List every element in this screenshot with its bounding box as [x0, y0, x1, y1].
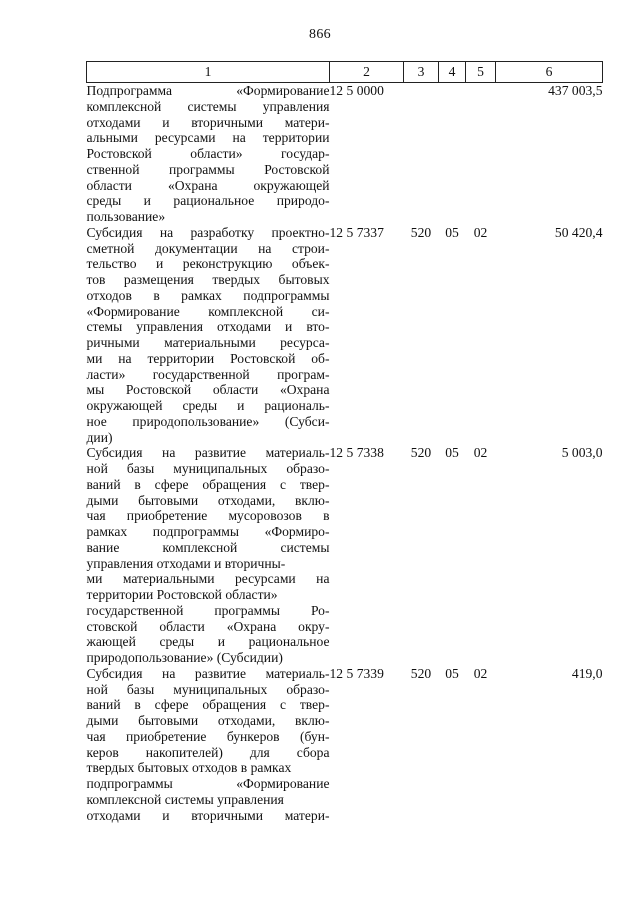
row-code: 12 5 7338 — [329, 445, 384, 461]
text-line: дыми бытовыми отходами, вклю- — [86, 713, 330, 728]
text-line: Субсидия на развитие материаль- — [86, 445, 330, 461]
text-line: ми материальными ресурсами на — [86, 571, 330, 587]
table-row — [87, 666, 603, 824]
text-line: дыми бытовыми отходами, вклю- — [86, 492, 330, 508]
row-code: 12 5 7339 — [329, 665, 384, 681]
text-line: ной базы муниципальных образо- — [86, 461, 330, 476]
table-row — [87, 83, 603, 225]
text-line: тельство и реконструкцию объек- — [86, 256, 330, 272]
text-line: стемы управления отходами и вто- — [86, 319, 330, 335]
text-line: жающей среды и рациональное — [86, 634, 330, 650]
column-header-amount: 6 — [496, 62, 603, 83]
text-line: тов размещения твердых бытовых — [86, 272, 330, 287]
row-vr: 520 — [410, 665, 432, 681]
row-section: 05 — [445, 445, 459, 461]
row-name-cell — [87, 445, 330, 666]
row-name-cell — [87, 83, 330, 225]
text-line: управления отходами и вторичны- — [86, 555, 286, 571]
column-header-vr: 3 — [404, 62, 439, 83]
text-line: Ростовской области» государ- — [86, 146, 330, 161]
column-header-name: 1 — [87, 62, 330, 83]
row-amount: 419,0 — [571, 665, 603, 681]
text-line: пользование» — [86, 209, 166, 224]
text-line: Подпрограмма «Формирование — [86, 83, 330, 98]
text-line: отходов в рамках подпрограммы — [86, 287, 330, 303]
row-subsection — [466, 83, 496, 225]
column-header-section: 4 — [439, 62, 466, 83]
text-line: области «Охрана окружающей — [86, 177, 330, 193]
text-line: территории Ростовской области» — [86, 587, 278, 602]
text-line: Субсидия на развитие материаль- — [86, 665, 330, 681]
text-line: ричными материальными ресурса- — [86, 335, 330, 350]
column-header-subsection: 5 — [466, 62, 496, 83]
page-number: 866 — [309, 27, 331, 42]
text-line: ваний в сфере обращения с твер- — [86, 697, 330, 713]
table-row — [87, 225, 603, 446]
table-header-row — [87, 62, 603, 83]
text-line: керов накопителей) для сбора — [86, 744, 330, 760]
row-section: 05 — [445, 224, 459, 240]
table-row — [87, 445, 603, 666]
text-line: твердых бытовых отходов в рамках — [86, 760, 292, 776]
row-vr — [404, 83, 439, 225]
row-code: 12 5 0000 — [329, 83, 384, 98]
row-amount: 437 003,5 — [548, 83, 603, 98]
row-section: 05 — [445, 665, 459, 681]
text-line: чая приобретение мусоровозов в — [86, 508, 330, 524]
text-line: «Формирование комплексной си- — [86, 303, 330, 319]
text-line: ми на территории Ростовской об- — [86, 350, 330, 366]
row-vr: 520 — [410, 224, 432, 240]
text-line: среды и рациональное природо- — [86, 193, 330, 209]
row-amount: 50 420,4 — [554, 224, 603, 240]
text-line: сметной документации на строи- — [86, 240, 330, 256]
row-amount: 5 003,0 — [561, 445, 603, 461]
text-line: ласти» государственной програм- — [86, 366, 330, 382]
text-line: альными ресурсами на территории — [86, 130, 330, 146]
text-line: комплексной системы управления — [86, 98, 330, 114]
text-line: комплексной системы управления — [86, 791, 284, 807]
text-line: ваний в сфере обращения с твер- — [86, 476, 330, 492]
text-line: вание комплексной системы — [86, 539, 330, 555]
row-code: 12 5 7337 — [329, 224, 384, 240]
row-subsection: 02 — [473, 665, 488, 681]
budget-table — [86, 61, 603, 823]
text-line: дии) — [86, 429, 113, 445]
text-line: окружающей среды и рациональ- — [86, 398, 330, 413]
column-header-code: 2 — [330, 62, 404, 83]
text-line: ственной программы Ростовской — [86, 161, 330, 177]
row-vr: 520 — [410, 445, 432, 461]
row-subsection: 02 — [473, 224, 488, 240]
text-line: чая приобретение бункеров (бун- — [86, 728, 330, 744]
text-line: природопользование» (Субсидии) — [86, 650, 283, 665]
row-name-cell — [87, 666, 330, 824]
text-line: подпрограммы «Формирование — [86, 776, 330, 791]
text-line: ной базы муниципальных образо- — [86, 681, 330, 697]
text-line: государственной программы Ро- — [86, 602, 330, 618]
text-line: отходами и вторичными матери- — [86, 807, 330, 823]
text-line: мы Ростовской области «Охрана — [86, 382, 330, 398]
text-line: стовской области «Охрана окру- — [86, 618, 330, 634]
row-subsection: 02 — [473, 445, 488, 461]
text-line: отходами и вторичными матери- — [86, 114, 330, 130]
row-section — [439, 83, 466, 225]
text-line: Субсидия на разработку проектно- — [86, 224, 330, 240]
text-line: рамках подпрограммы «Формиро- — [86, 524, 330, 539]
text-line: ное природопользование» (Субси- — [86, 413, 330, 429]
row-name-cell — [87, 225, 330, 446]
